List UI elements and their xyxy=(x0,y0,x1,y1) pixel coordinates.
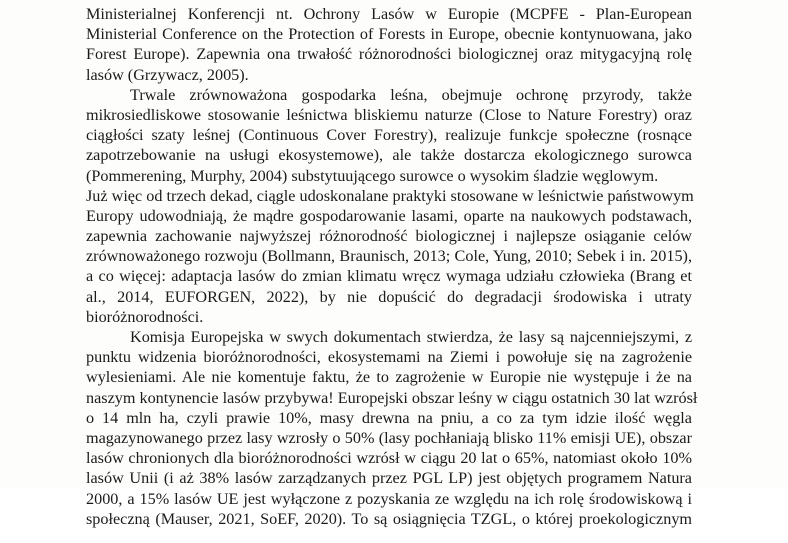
text-line: punktu widzenia bioróżnorodności, ekosystemami na Ziemi i powołuje się na zagrożenie xyxy=(86,348,692,367)
text-line: zapewnia zachowanie najwyższej różnorodność biologicznej i najlepsze osiąganie celów xyxy=(86,227,692,246)
text-line: Ministerialnej Konferencji nt. Ochrony Lasów w Europie (MCPFE - Plan-European xyxy=(86,5,692,23)
text-line: 2000, a 15% lasów UE jest wyłączone z pozyskania ze względu na ich rolę środowiskową i xyxy=(86,489,692,508)
text-line: zapotrzebowanie na usługi ekosystemowe), ale także dostarcza ekologicznego surowca xyxy=(86,146,692,165)
text-line: ciągłości szaty leśnej (Continuous Cover Forestry), realizuje funkcje społeczne (rosnące xyxy=(86,126,692,145)
text-line: magazynowanego przez lasy wzrosły o 50% (lasy pochłaniają blisko 11% emisji UE), obszar xyxy=(86,428,692,447)
text-line: lasów Unii (i aż 38% lasów zarządzanych przez PGL LP) jest objętych programem Natura xyxy=(86,469,692,488)
text-line xyxy=(86,529,692,543)
text-line: a co więcej: adaptacja lasów do zmian klimatu wręcz wymaga udziału człowieka (Brang et xyxy=(86,267,692,286)
text-line: mikrosiedliskowe stosowanie leśnictwa bliskiemu naturze (Close to Nature Forestry) oraz xyxy=(86,105,692,124)
text-line: bioróżnorodności. xyxy=(86,307,204,326)
text-line: Już więc od trzech dekad, ciągle udoskonalane praktyki stosowane w leśnictwie państwowym xyxy=(86,186,694,205)
text-line: wylesieniami. Ale nie komentuje faktu, że to zagrożenie w Europie nie występuje i że na xyxy=(86,368,692,387)
text-line: Komisja Europejska w swych dokumentach stwierdza, że lasy są najcenniejszymi, z xyxy=(130,328,692,346)
text-line: al., 2014, EUFORGEN, 2022), by nie dopuścić do degradacji środowiska i utraty xyxy=(86,287,692,306)
text-line: Ministerial Conference on the Protection of Forests in Europe, obecnie kontynuowana, jako xyxy=(86,25,692,44)
text-line: naszym kontynencie lasów przybywa! Europejski obszar leśny w ciągu ostatnich 30 lat wzrósł xyxy=(86,388,698,407)
text-line: Trwale zrównoważona gospodarka leśna, obejmuje ochronę przyrody, także xyxy=(130,85,692,104)
text-line: lasów chronionych dla bioróżnorodności wzrósł w ciągu 20 lat o 65%, natomiast około 10% xyxy=(86,449,692,468)
text-line: społeczną (Mauser, 2021, SoEF, 2020). To są osiągnięcia TZGL, o której proekologicznym xyxy=(86,509,692,528)
text-line: Europy udowodniają, że mądre gospodarowanie lasami, oparte na naukowych podstawach, xyxy=(86,206,692,225)
text-line: o 14 mln ha, czyli prawie 10%, masy drewna na pniu, a co za tym idzie ilość węgla xyxy=(86,408,692,427)
text-line: lasów (Grzywacz, 2005). xyxy=(86,65,249,84)
text-line: (Pommerening, Murphy, 2004) substytuującego surowce o wysokim śladzie węglowym. xyxy=(86,166,659,185)
text-line: Forest Europe). Zapewnia ona trwałość różnorodności biologicznej oraz mitygacyjną rolę xyxy=(86,45,692,64)
text-line: zrównoważonego rozwoju (Bollmann, Braunisch, 2013; Cole, Yung, 2010; Sebek i in. 2015), xyxy=(86,247,692,266)
body-text xyxy=(86,4,698,543)
